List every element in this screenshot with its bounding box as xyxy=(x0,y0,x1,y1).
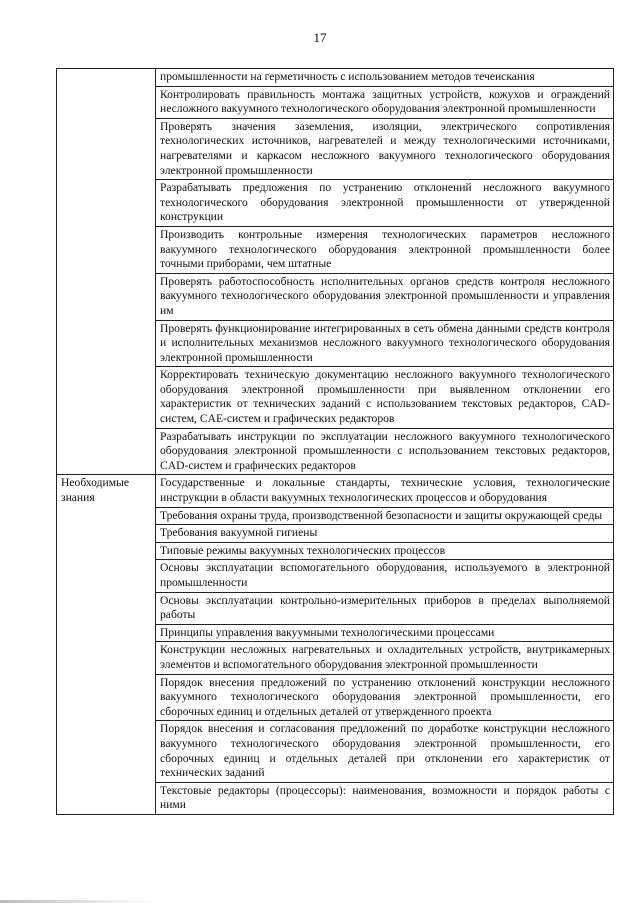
knowledge-item: Основы эксплуатации вспомогательного оборудования, используемого в электронной промышленности xyxy=(156,560,614,592)
knowledge-item: Текстовые редакторы (процессоры): наименования, возможности и порядок работы с ними xyxy=(156,782,614,814)
table-row xyxy=(57,69,614,87)
knowledge-item: Порядок внесения и согласования предложений по доработке конструкции несложного вакуумного технологического оборудования электронной промышленности, его сборочных единиц и отдельных деталей при отклонении его характеристик от технических заданий xyxy=(156,721,614,782)
knowledge-item: Конструкции несложных нагревательных и охладительных устройств, внутрикамерных элементов и вспомогательного оборудования электронной промышленности xyxy=(156,642,614,674)
knowledge-item: Типовые режимы вакуумных технологических процессов xyxy=(156,542,614,560)
table-row xyxy=(57,475,614,507)
skill-item: Проверять функционирование интегрированных в сеть обмена данными средств контроля и исполнительных механизмов несложного вакуумного технологического оборудования электронной промышленности xyxy=(156,320,614,367)
skill-item: промышленности на герметичность с использованием методов течеискания xyxy=(156,69,614,87)
knowledge-item: Требования охраны труда, производственной безопасности и защиты окружающей среды xyxy=(156,507,614,525)
knowledge-item: Основы эксплуатации контрольно-измерительных приборов в пределах выполняемой работы xyxy=(156,592,614,624)
knowledge-item: Требования вакуумной гигиены xyxy=(156,525,614,543)
skill-item: Разрабатывать предложения по устранению отклонений несложного вакуумного технологического оборудования электронной промышленности от утвержденной конструкции xyxy=(156,180,614,227)
skill-item: Производить контрольные измерения технологических параметров несложного вакуумного технологического оборудования электронной промышленности более точными приборами, чем штатные xyxy=(156,226,614,273)
page-number: 17 xyxy=(313,30,327,45)
skills-label-cell xyxy=(57,69,156,475)
knowledge-item: Принципы управления вакуумными технологическими процессами xyxy=(156,624,614,642)
skill-item: Корректировать техническую документацию несложного вакуумного технологического оборудования электронной промышленности при выявленном отклонении его характеристик от технических заданий с использованием текстовых редакторов, CAD-систем, CAE-систем и графических редакторов xyxy=(156,367,614,428)
skill-item: Контролировать правильность монтажа защитных устройств, кожухов и ограждений несложного вакуумного технологического оборудования электронной промышленности xyxy=(156,86,614,118)
knowledge-item: Порядок внесения предложений по устранению отклонений конструкции несложного вакуумного технологического оборудования электронной промышленности, его сборочных единиц и отдельных деталей от утвержденного проекта xyxy=(156,674,614,721)
scan-artifact xyxy=(0,900,160,903)
knowledge-label: Необходимые знания xyxy=(57,475,156,814)
skill-item: Проверять значения заземления, изоляции, электрического сопротивления технологических источников, нагревателей и между технологическими источниками, нагревателями и каркасом несложного вакуумного технологического оборудования электронной промышленности xyxy=(156,118,614,179)
knowledge-item: Государственные и локальные стандарты, технические условия, технологические инструкции в области вакуумных технологических процессов и оборудования xyxy=(156,475,614,507)
skill-item: Проверять работоспособность исполнительных органов средств контроля несложного вакуумного технологического оборудования электронной промышленности и управления им xyxy=(156,273,614,320)
qualification-table xyxy=(56,68,614,815)
skill-item: Разрабатывать инструкции по эксплуатации несложного вакуумного технологического оборудования электронной промышленности с использованием текстовых редакторов, CAD-систем и графических редакторов xyxy=(156,428,614,475)
